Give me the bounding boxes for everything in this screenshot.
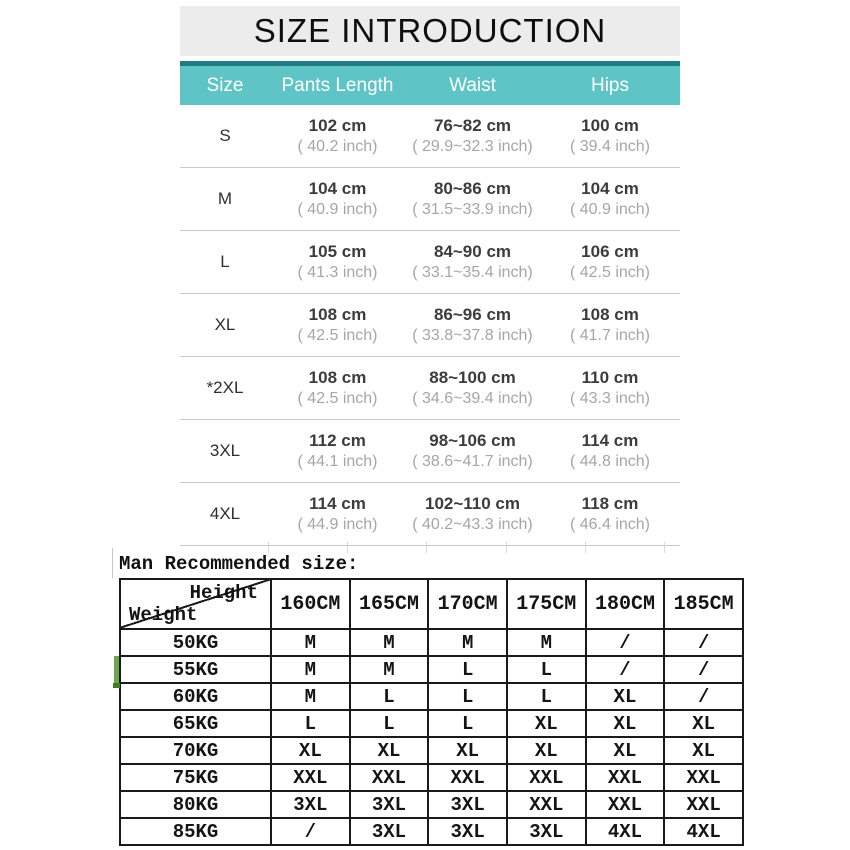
recommended-size-title: Man Recommended size: — [119, 551, 744, 578]
recommend-value: XXL — [350, 764, 429, 791]
hips-cell — [540, 493, 680, 535]
pants-length-cm-value: 105 cm — [308, 242, 367, 261]
pants-length-cm-value: 108 cm — [308, 305, 367, 324]
weight-row-label: 55KG — [120, 656, 271, 683]
size-table-row — [180, 420, 680, 483]
size-cell — [180, 189, 270, 209]
recommend-value: / — [664, 629, 743, 656]
column-header-size: Size — [206, 74, 244, 96]
pants-length-inch-value: ( 40.2 inch) — [297, 138, 378, 155]
hips-cm-value: 106 cm — [581, 242, 639, 261]
waist-cell — [405, 304, 540, 346]
hips-inch-value: ( 46.4 inch) — [569, 516, 651, 533]
weight-row-label: 60KG — [120, 683, 271, 710]
hips-inch-value: ( 44.8 inch) — [569, 453, 651, 470]
hips-inch-value: ( 40.9 inch) — [569, 201, 651, 218]
height-column-header: 185CM — [664, 579, 743, 629]
waist-inch-value: ( 34.6~39.4 inch) — [412, 390, 533, 407]
pants-length-cm-value: 112 cm — [309, 431, 366, 450]
recommend-value: L — [428, 710, 507, 737]
height-column-header: 160CM — [271, 579, 350, 629]
recommend-row — [120, 683, 743, 710]
recommend-value: / — [664, 683, 743, 710]
recommend-value: 3XL — [428, 791, 507, 818]
waist-cm-value: 86~96 cm — [433, 305, 512, 324]
size-table-row — [180, 168, 680, 231]
size-table-header-row — [180, 66, 680, 105]
pants-length-cell — [270, 430, 405, 472]
recommend-value: XL — [586, 710, 665, 737]
waist-cell — [405, 367, 540, 409]
size-label: *2XL — [206, 378, 244, 397]
recommend-value: 3XL — [271, 791, 350, 818]
recommend-value: XL — [507, 710, 586, 737]
recommend-value: L — [428, 656, 507, 683]
waist-cm-value: 80~86 cm — [433, 179, 512, 198]
recommend-value: XXL — [507, 764, 586, 791]
waist-cell — [405, 178, 540, 220]
size-table-row — [180, 231, 680, 294]
recommend-value: XXL — [271, 764, 350, 791]
recommend-value: 4XL — [586, 818, 665, 845]
size-label: S — [219, 126, 231, 145]
recommend-value: XXL — [664, 764, 743, 791]
pants-length-cell — [270, 241, 405, 283]
column-header-hips: Hips — [590, 74, 629, 96]
recommend-value: / — [586, 629, 665, 656]
pants-length-cell — [270, 304, 405, 346]
hips-inch-value: ( 41.7 inch) — [569, 327, 651, 344]
pants-length-cell — [270, 115, 405, 157]
size-label: M — [217, 189, 233, 208]
waist-cm-value: 102~110 cm — [424, 494, 520, 513]
recommend-value: / — [664, 656, 743, 683]
hips-inch-value: ( 39.4 inch) — [569, 138, 651, 155]
weight-row-label: 80KG — [120, 791, 271, 818]
pants-length-inch-value: ( 41.3 inch) — [297, 264, 378, 281]
recommend-value: XL — [586, 737, 665, 764]
recommend-header-row — [120, 579, 743, 629]
recommend-value: / — [271, 818, 350, 845]
hips-cell — [540, 367, 680, 409]
height-column-header: 175CM — [507, 579, 586, 629]
size-cell — [180, 441, 270, 461]
column-header-pants-length: Pants Length — [281, 74, 394, 96]
recommend-value: M — [428, 629, 507, 656]
hips-cell — [540, 241, 680, 283]
selection-mark — [114, 656, 119, 685]
height-column-header: 170CM — [428, 579, 507, 629]
waist-inch-value: ( 33.8~37.8 inch) — [412, 327, 533, 344]
weight-row-label: 50KG — [120, 629, 271, 656]
size-cell — [180, 126, 270, 146]
recommend-value: L — [507, 683, 586, 710]
selection-handle — [113, 683, 120, 688]
recommend-value: XL — [507, 737, 586, 764]
column-header-waist: Waist — [449, 74, 496, 96]
recommend-value: M — [350, 629, 429, 656]
recommend-value: 3XL — [428, 818, 507, 845]
waist-cell — [405, 241, 540, 283]
recommend-value: XXL — [507, 791, 586, 818]
waist-inch-value: ( 31.5~33.9 inch) — [412, 201, 533, 218]
size-label: XL — [214, 315, 236, 334]
weight-row-label: 85KG — [120, 818, 271, 845]
waist-cell — [405, 493, 540, 535]
recommend-value: L — [428, 683, 507, 710]
size-table-row — [180, 357, 680, 420]
recommend-value: M — [271, 683, 350, 710]
recommend-value: XL — [350, 737, 429, 764]
weight-row-label: 75KG — [120, 764, 271, 791]
size-label: L — [220, 252, 230, 271]
pants-length-cm-value: 108 cm — [308, 368, 367, 387]
recommend-value: XL — [428, 737, 507, 764]
waist-inch-value: ( 38.6~41.7 inch) — [412, 453, 533, 470]
hips-cm-value: 110 cm — [581, 368, 639, 387]
corner-label-weight: Weight — [129, 604, 198, 626]
pants-length-cm-value: 104 cm — [308, 179, 367, 198]
size-cell — [180, 252, 270, 272]
recommend-value: L — [350, 683, 429, 710]
recommend-value: XXL — [664, 791, 743, 818]
waist-inch-value: ( 33.1~35.4 inch) — [412, 264, 533, 281]
weight-row-label: 70KG — [120, 737, 271, 764]
hips-cell — [540, 115, 680, 157]
pants-length-cm-value: 114 cm — [309, 494, 366, 513]
size-table-row — [180, 483, 680, 546]
hips-inch-value: ( 42.5 inch) — [569, 264, 651, 281]
weight-row-label: 65KG — [120, 710, 271, 737]
size-label: 3XL — [209, 441, 241, 460]
recommend-value: XL — [664, 710, 743, 737]
recommend-value: L — [507, 656, 586, 683]
hips-cell — [540, 430, 680, 472]
pants-length-inch-value: ( 42.5 inch) — [297, 327, 378, 344]
height-weight-corner-cell — [120, 579, 271, 629]
size-cell — [180, 504, 270, 524]
recommend-row — [120, 764, 743, 791]
recommend-row — [120, 656, 743, 683]
waist-cell — [405, 115, 540, 157]
hips-cell — [540, 178, 680, 220]
recommend-value: M — [271, 629, 350, 656]
recommend-value: / — [586, 656, 665, 683]
waist-cm-value: 76~82 cm — [433, 116, 512, 135]
recommend-value: XL — [664, 737, 743, 764]
size-cell — [180, 378, 270, 398]
page-title: SIZE INTRODUCTION — [253, 12, 607, 49]
hips-inch-value: ( 43.3 inch) — [569, 390, 651, 407]
recommend-value: L — [350, 710, 429, 737]
recommend-value: XL — [586, 683, 665, 710]
pants-length-inch-value: ( 44.1 inch) — [297, 453, 378, 470]
size-label: 4XL — [209, 504, 241, 523]
recommend-value: L — [271, 710, 350, 737]
pants-length-inch-value: ( 42.5 inch) — [297, 390, 378, 407]
hips-cm-value: 104 cm — [581, 179, 639, 198]
height-column-header: 180CM — [586, 579, 665, 629]
recommend-value: XXL — [586, 791, 665, 818]
waist-cm-value: 84~90 cm — [433, 242, 512, 261]
size-table-row — [180, 294, 680, 357]
hips-cell — [540, 304, 680, 346]
recommend-row — [120, 737, 743, 764]
recommended-size-section — [119, 551, 744, 846]
hips-cm-value: 118 cm — [581, 494, 639, 513]
recommend-row — [120, 818, 743, 845]
recommend-value: M — [271, 656, 350, 683]
pants-length-inch-value: ( 40.9 inch) — [297, 201, 378, 218]
recommend-row — [120, 791, 743, 818]
recommend-value: 3XL — [507, 818, 586, 845]
hips-cm-value: 100 cm — [581, 116, 639, 135]
hips-cm-value: 108 cm — [581, 305, 639, 324]
waist-cell — [405, 430, 540, 472]
recommend-value: XXL — [428, 764, 507, 791]
recommend-value: XL — [271, 737, 350, 764]
pants-length-cell — [270, 178, 405, 220]
size-introduction-section — [180, 6, 680, 546]
pants-length-cm-value: 102 cm — [308, 116, 367, 135]
size-table-row — [180, 105, 680, 168]
pants-length-inch-value: ( 44.9 inch) — [297, 516, 378, 533]
waist-inch-value: ( 40.2~43.3 inch) — [412, 516, 533, 533]
recommend-row — [120, 629, 743, 656]
size-introduction-title-box — [180, 6, 680, 56]
corner-label-height: Height — [189, 582, 258, 604]
pants-length-cell — [270, 493, 405, 535]
recommend-value: M — [350, 656, 429, 683]
pants-length-cell — [270, 367, 405, 409]
size-table-body — [180, 105, 680, 546]
recommend-value: M — [507, 629, 586, 656]
waist-cm-value: 98~106 cm — [429, 431, 516, 450]
recommended-size-table — [119, 578, 744, 846]
size-cell — [180, 315, 270, 335]
recommend-row — [120, 710, 743, 737]
recommend-value: 3XL — [350, 791, 429, 818]
waist-inch-value: ( 29.9~32.3 inch) — [412, 138, 533, 155]
recommend-value: 3XL — [350, 818, 429, 845]
hips-cm-value: 114 cm — [581, 431, 639, 450]
waist-cm-value: 88~100 cm — [429, 368, 516, 387]
height-column-header: 165CM — [350, 579, 429, 629]
recommend-value: 4XL — [664, 818, 743, 845]
recommend-value: XXL — [586, 764, 665, 791]
